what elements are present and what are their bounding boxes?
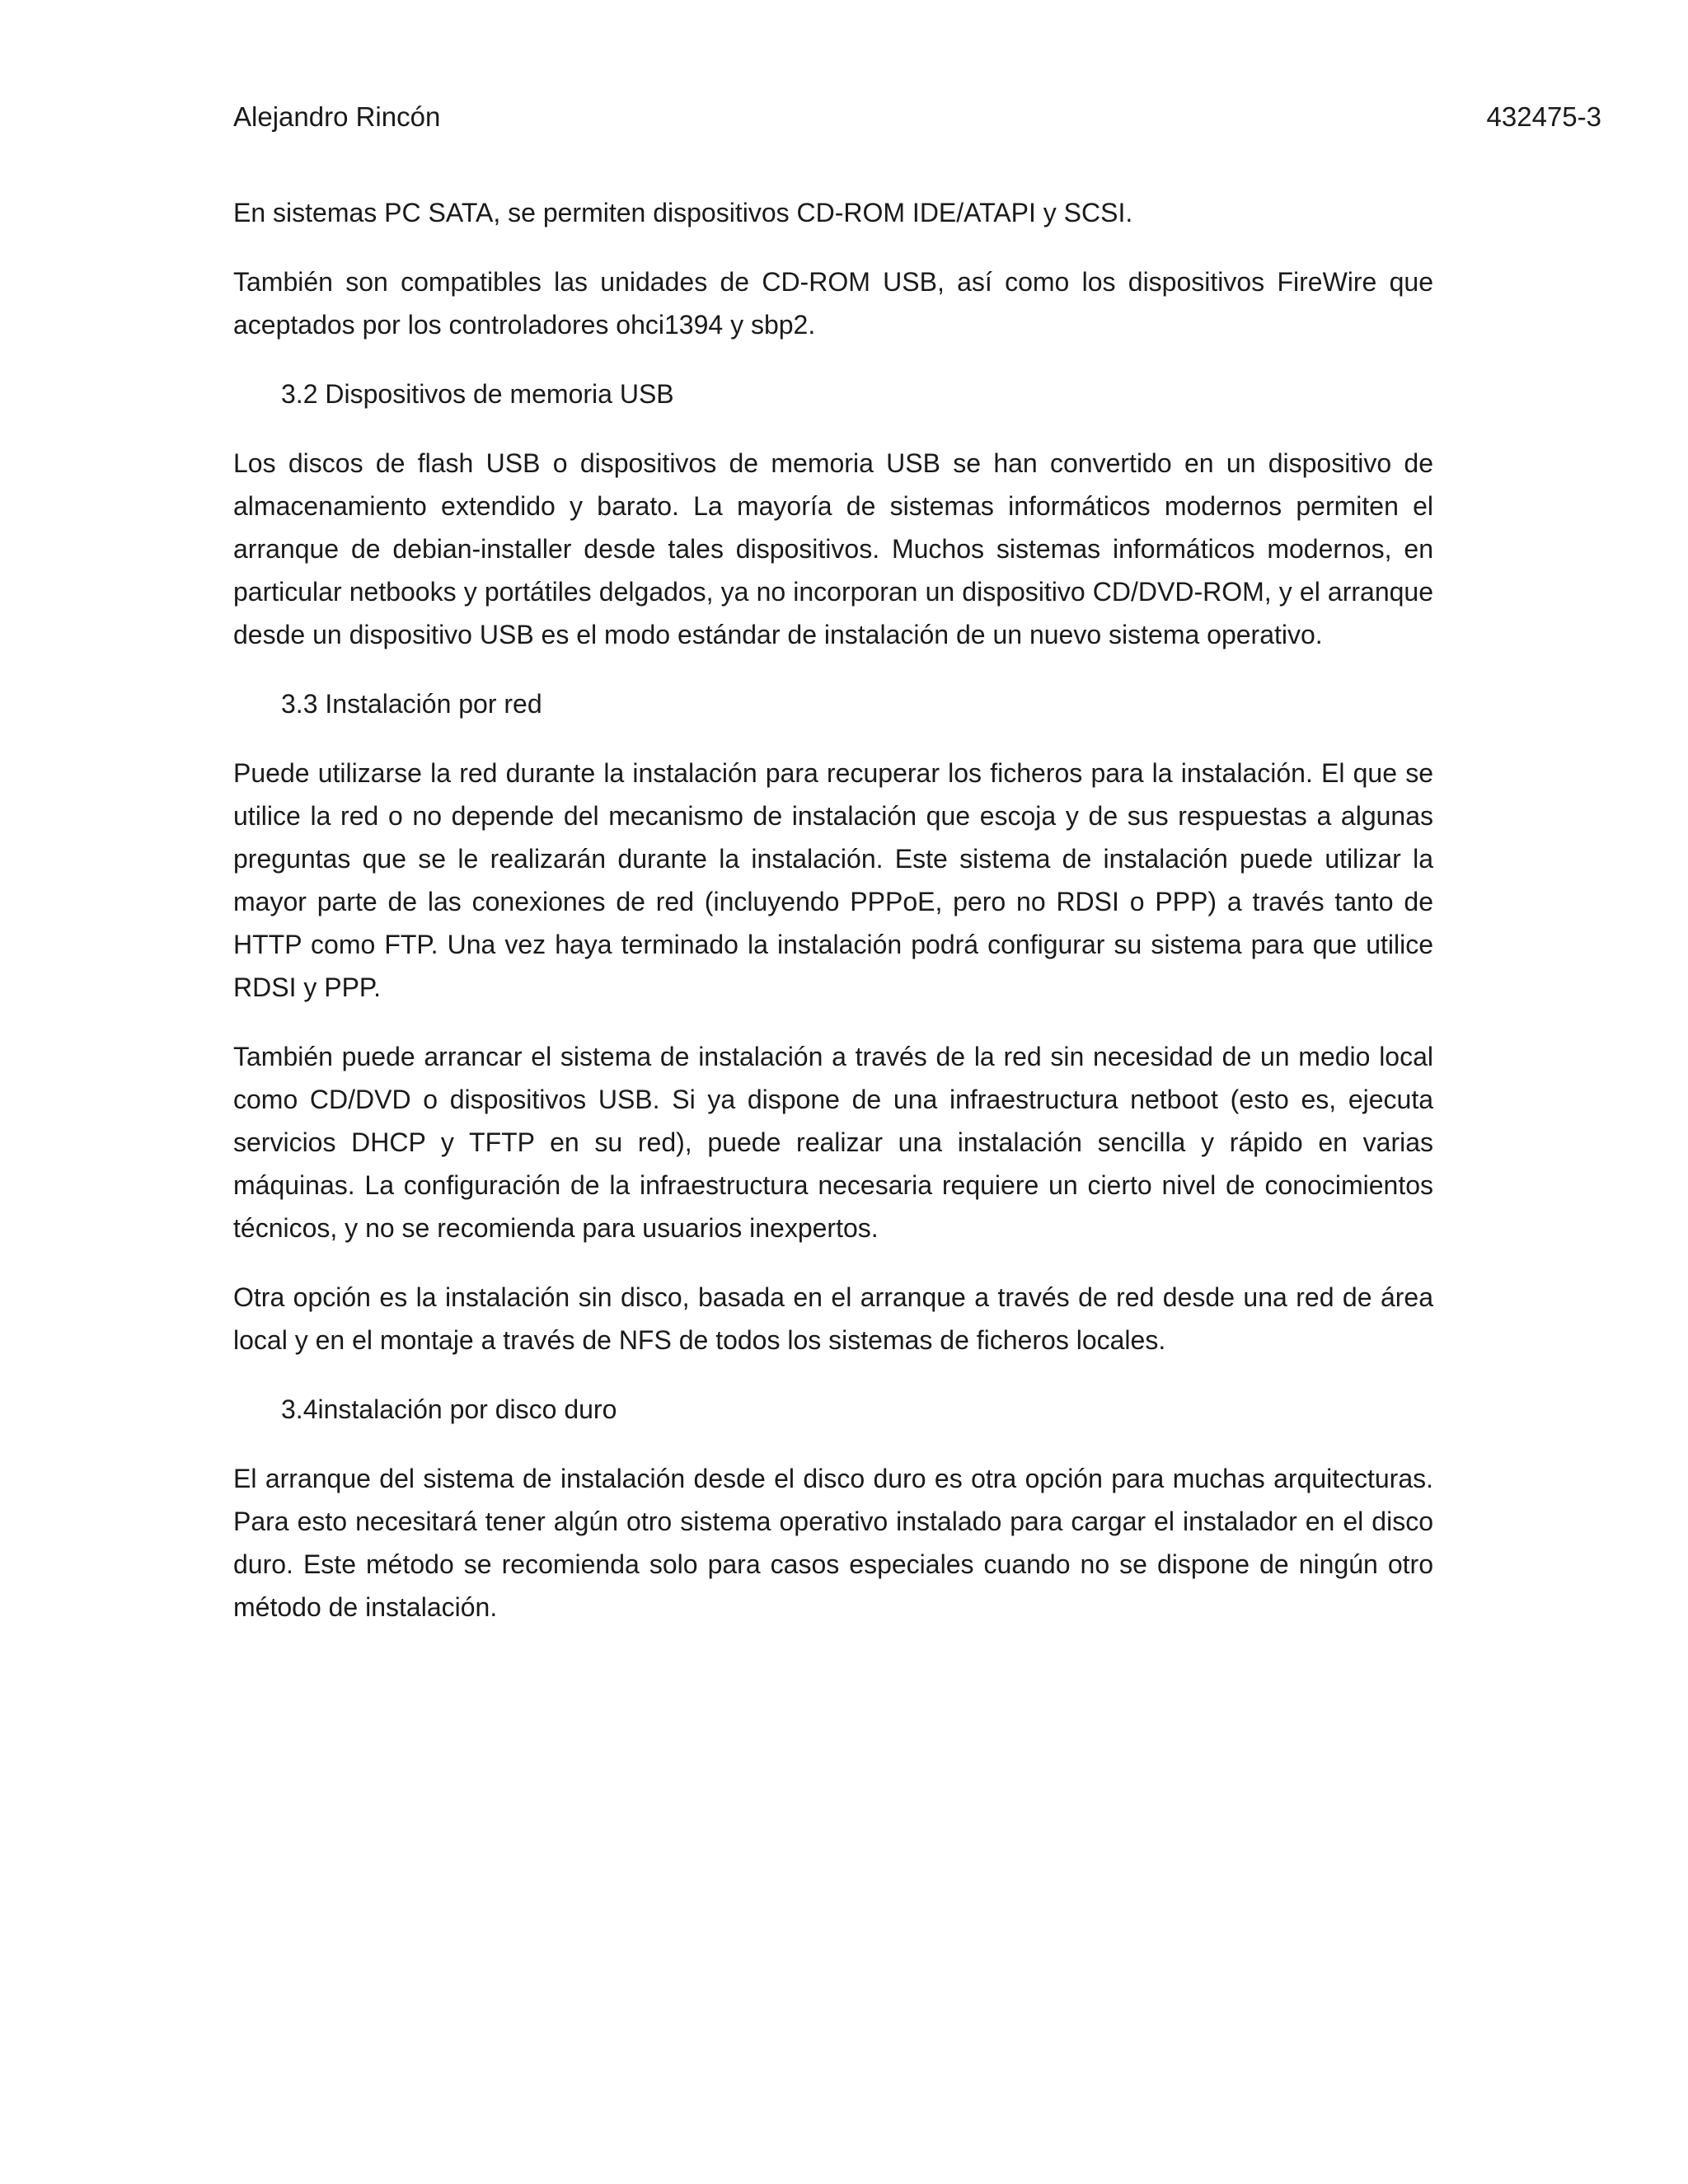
paragraph-network-install: Puede utilizarse la red durante la instalación para recuperar los ficheros para la instalación. El que se utilice la red o no depende del mecanismo de instalación que escoja y de sus respuestas a algunas preguntas que se le realizarán durante la instalación. Este sistema de instalación puede utilizar la mayor parte de las conexiones de red (incluyendo PPPoE, pero no RDSI o PPP) a través tanto de HTTP como FTP. Una vez haya terminado la instalación podrá configurar su sistema para que utilice RDSI y PPP. bbox=[233, 758, 1433, 1002]
paragraph-sata-cdrom: En sistemas PC SATA, se permiten dispositivos CD-ROM IDE/ATAPI y SCSI. bbox=[233, 198, 1133, 227]
header-author: Alejandro Rincón bbox=[233, 101, 441, 132]
paragraph-usb-cdrom: También son compatibles las unidades de CD-ROM USB, así como los dispositivos FireWire que aceptados por los controladores ohci1394 y sbp2. bbox=[233, 267, 1433, 340]
paragraph-hard-disk: El arranque del sistema de instalación desde el disco duro es otra opción para muchas arquitecturas. Para esto necesitará tener algún otro sistema operativo instalado para cargar el instalador en el disco duro. Este método se recomienda solo para casos especiales cuando no se dispone de ningún otro método de instalación. bbox=[233, 1464, 1433, 1622]
section-heading-3-3: 3.3 Instalación por red bbox=[281, 689, 542, 719]
paragraph-diskless: Otra opción es la instalación sin disco, basada en el arranque a través de red desde una red de área local y en el montaje a través de NFS de todos los sistemas de ficheros locales. bbox=[233, 1282, 1433, 1355]
section-heading-3-4: 3.4instalación por disco duro bbox=[281, 1394, 617, 1424]
header-document-id: 432475-3 bbox=[1486, 101, 1601, 132]
document-body bbox=[233, 191, 1433, 1655]
page-header bbox=[233, 97, 1601, 137]
paragraph-netboot: También puede arrancar el sistema de instalación a través de la red sin necesidad de un medio local como CD/DVD o dispositivos USB. Si ya dispone de una infraestructura netboot (esto es, ejecuta servicios DHCP y TFTP en su red), puede realizar una instalación sencilla y rápido en varias máquinas. La configuración de la infraestructura necesaria requiere un cierto nivel de conocimientos técnicos, y no se recomienda para usuarios inexpertos. bbox=[233, 1042, 1433, 1243]
section-heading-3-2: 3.2 Dispositivos de memoria USB bbox=[281, 379, 674, 409]
paragraph-usb-memory: Los discos de flash USB o dispositivos de memoria USB se han convertido en un dispositivo de almacenamiento extendido y barato. La mayoría de sistemas informáticos modernos permiten el arranque de debian-installer desde tales dispositivos. Muchos sistemas informáticos modernos, en particular netbooks y portátiles delgados, ya no incorporan un dispositivo CD/DVD-ROM, y el arranque desde un dispositivo USB es el modo estándar de instalación de un nuevo sistema operativo. bbox=[233, 448, 1433, 649]
